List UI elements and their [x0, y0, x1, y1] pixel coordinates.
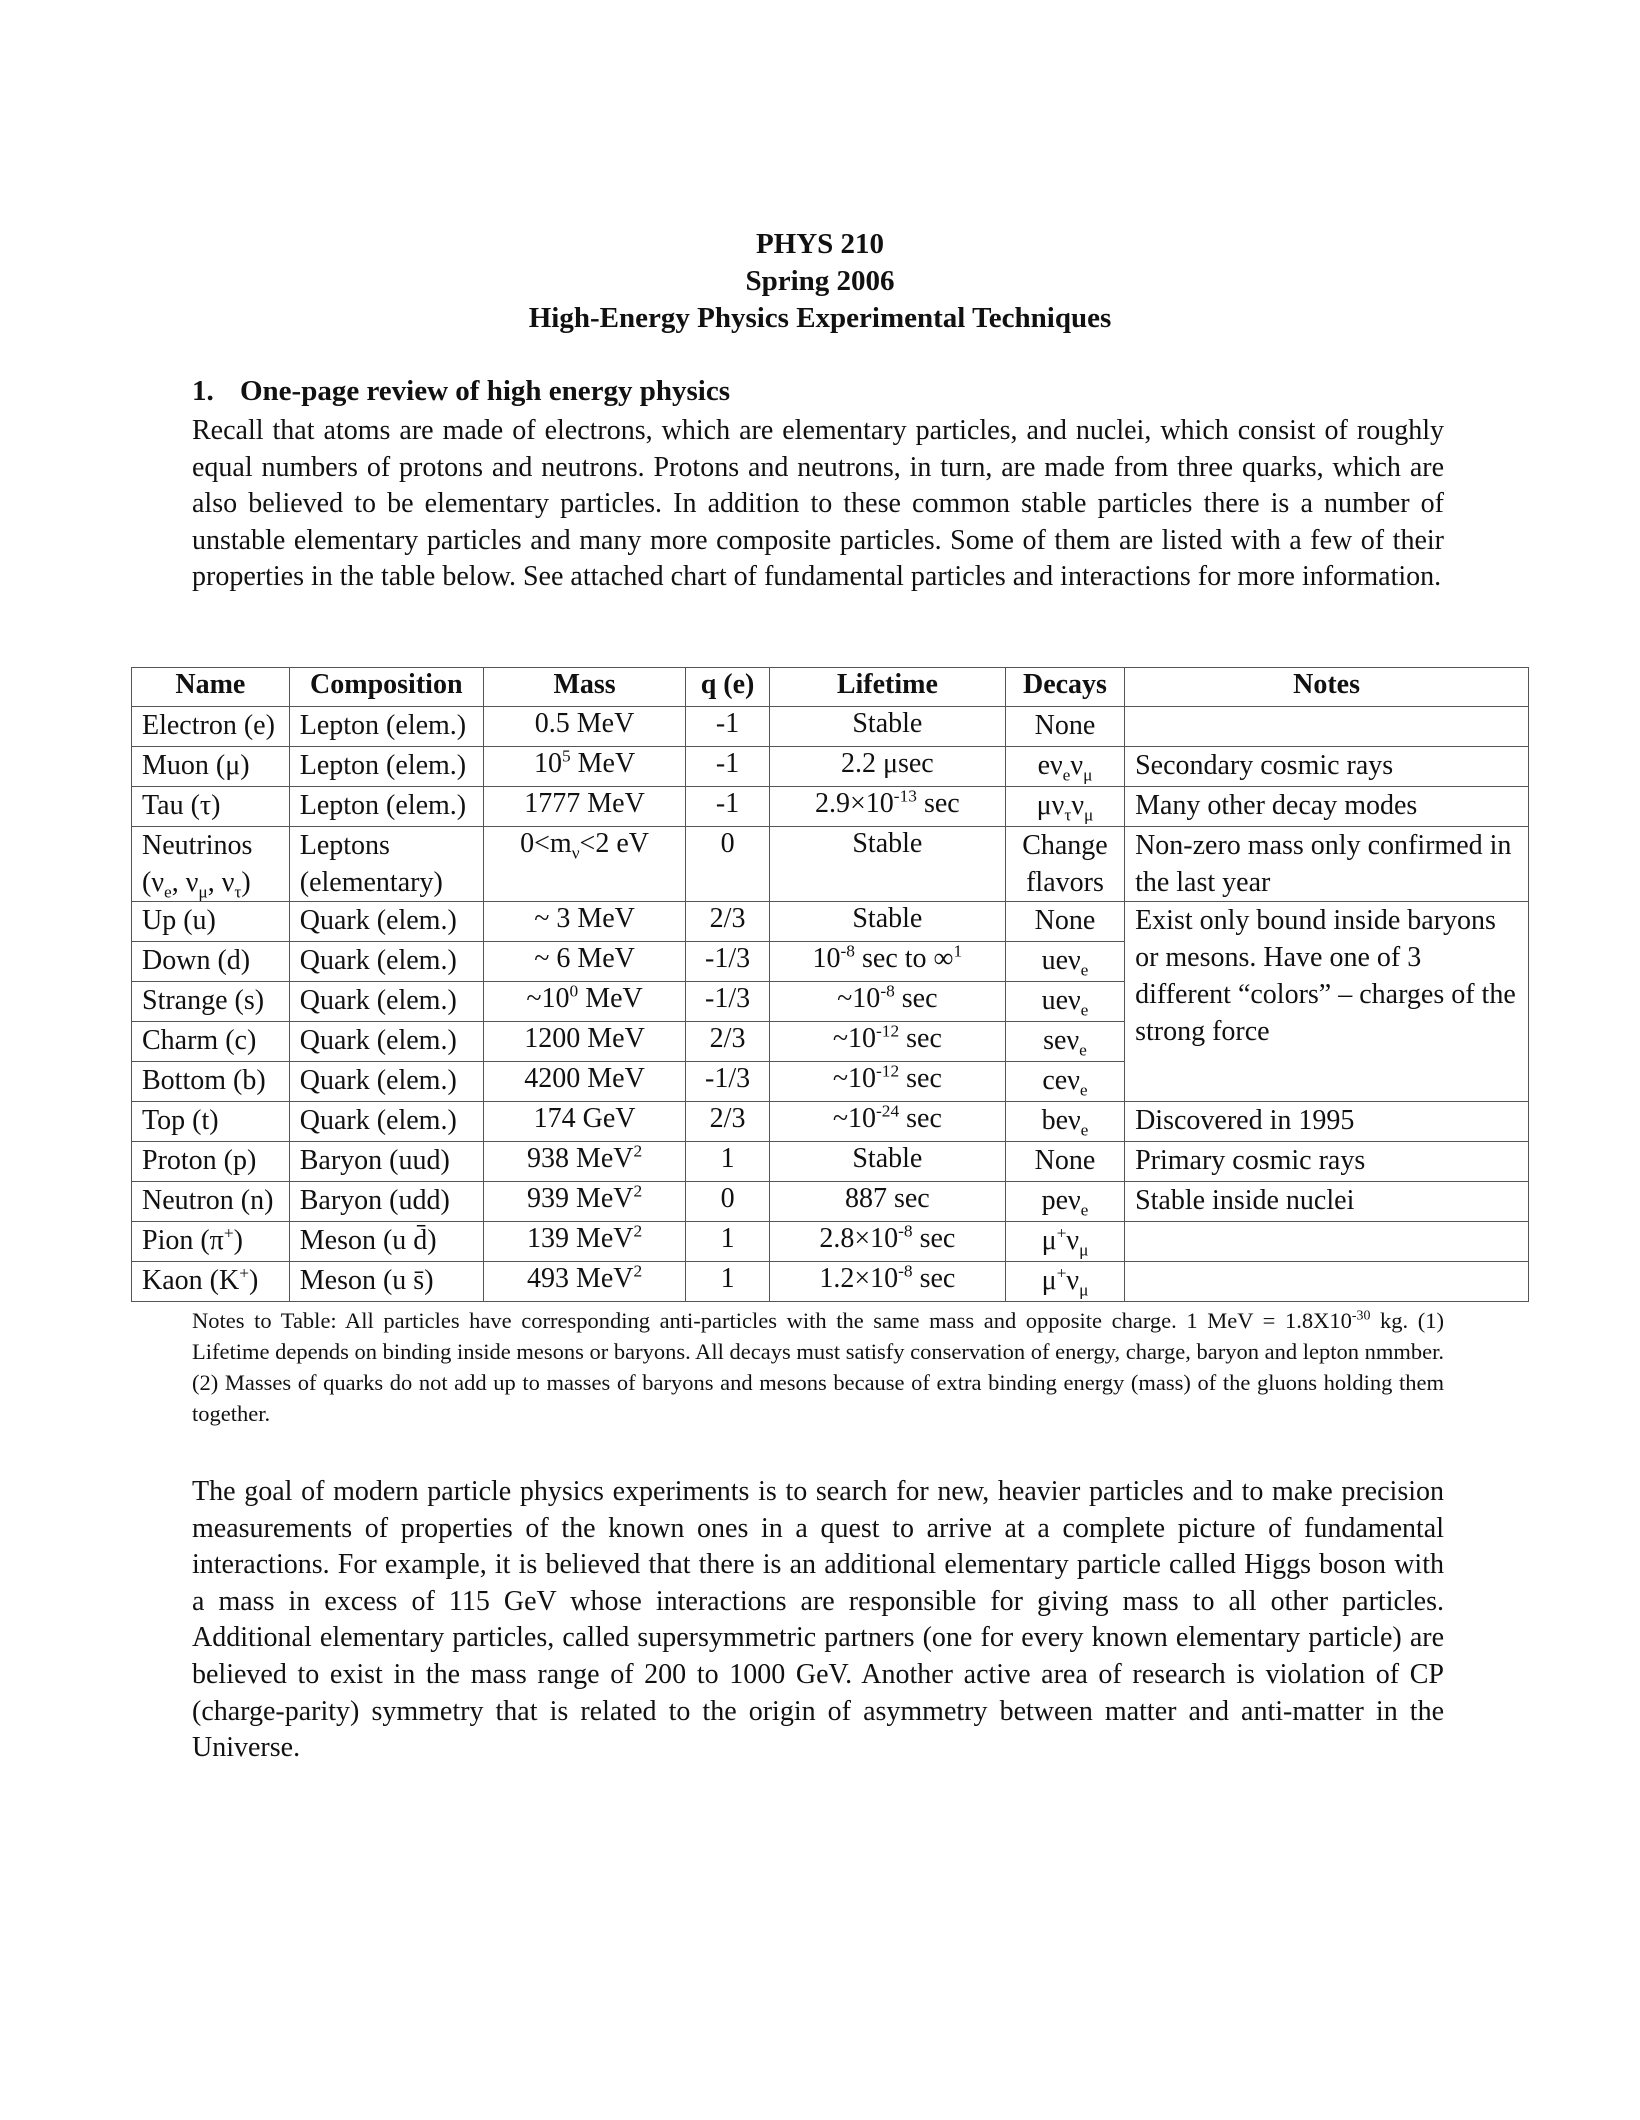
cell-comp: Quark (elem.) — [289, 942, 483, 982]
table-row — [132, 902, 1529, 942]
cell-name: Charm (c) — [132, 1022, 290, 1062]
cell-comp: Meson (u d̄) — [289, 1222, 483, 1262]
cell-name: Down (d) — [132, 942, 290, 982]
section-title: One-page review of high energy physics — [240, 375, 731, 407]
cell-name: Bottom (b) — [132, 1062, 290, 1102]
cell-q: 2/3 — [686, 902, 770, 942]
document-header — [0, 226, 1640, 337]
cell-decays: None — [1005, 1142, 1124, 1182]
cell-mass: 0.5 MeV — [483, 707, 686, 747]
cell-mass: $\sim 10^0$ MeV — [483, 982, 686, 1022]
cell-mass: ~ 6 MeV — [483, 942, 686, 982]
cell-comp: Lepton (elem.) — [289, 747, 483, 787]
cell-life: Stable — [769, 902, 1005, 942]
cell-comp: Leptons (elementary) — [289, 827, 483, 902]
cell-q: 1 — [686, 1222, 770, 1262]
table-body — [132, 707, 1529, 1302]
cell-life: Stable — [769, 1142, 1005, 1182]
cell-q: -1 — [686, 707, 770, 747]
section-heading — [192, 374, 1444, 408]
cell-life: $\sim 10^{-12}$ sec — [769, 1022, 1005, 1062]
cell-mass: ~ 3 MeV — [483, 902, 686, 942]
cell-q: -1/3 — [686, 982, 770, 1022]
cell-mass: $0<m_\nu<2$ eV — [483, 827, 686, 902]
cell-mass: $10^5$ MeV — [483, 747, 686, 787]
cell-notes: Stable inside nuclei — [1125, 1182, 1529, 1222]
col-header-name: Name — [132, 668, 290, 707]
cell-q: 1 — [686, 1142, 770, 1182]
cell-q: -1 — [686, 787, 770, 827]
cell-comp: Lepton (elem.) — [289, 787, 483, 827]
cell-decays: ueν$_e$ — [1005, 942, 1124, 982]
cell-comp: Lepton (elem.) — [289, 707, 483, 747]
cell-q: 0 — [686, 1182, 770, 1222]
table-row — [132, 707, 1529, 747]
table-row — [132, 1222, 1529, 1262]
cell-notes: Secondary cosmic rays — [1125, 747, 1529, 787]
cell-q: 1 — [686, 1262, 770, 1302]
cell-comp: Quark (elem.) — [289, 1062, 483, 1102]
cell-life: Stable — [769, 827, 1005, 902]
cell-comp: Quark (elem.) — [289, 902, 483, 942]
cell-mass: 1200 MeV — [483, 1022, 686, 1062]
table-row — [132, 1262, 1529, 1302]
cell-name: Neutrinos ($\nu_e$, $\nu_\mu$, $\nu_\tau$) — [132, 827, 290, 902]
section-number: 1. — [192, 375, 214, 407]
cell-name: Neutron (n) — [132, 1182, 290, 1222]
cell-name: Top (t) — [132, 1102, 290, 1142]
table-row — [132, 787, 1529, 827]
cell-mass: 1777 MeV — [483, 787, 686, 827]
cell-name: Up (u) — [132, 902, 290, 942]
cell-notes: Non-zero mass only confirmed in the last year — [1125, 827, 1529, 902]
cell-notes: Many other decay modes — [1125, 787, 1529, 827]
cell-life: 887 sec — [769, 1182, 1005, 1222]
cell-name: Muon (μ) — [132, 747, 290, 787]
table-header-row — [132, 668, 1529, 707]
cell-notes — [1125, 707, 1529, 747]
cell-decays: peν$_e$ — [1005, 1182, 1124, 1222]
cell-life: $2.8\times 10^{-8}$ sec — [769, 1222, 1005, 1262]
cell-decays: $\mu^+\nu_\mu$ — [1005, 1222, 1124, 1262]
table-row — [132, 1102, 1529, 1142]
cell-life: 2.2 μsec — [769, 747, 1005, 787]
cell-q: -1 — [686, 747, 770, 787]
cell-name: Kaon (K+) — [132, 1262, 290, 1302]
cell-q: -1/3 — [686, 1062, 770, 1102]
cell-comp: Baryon (uud) — [289, 1142, 483, 1182]
closing-paragraph: The goal of modern particle physics experiments is to search for new, heavier particles and to make precision measurements of properties of the known ones in a quest to arrive at a complete picture of fundamental interactions. For example, it is believed that there is an additional elementary particle called Higgs boson with a mass in excess of 115 GeV whose interactions are responsible for giving mass to all other particles. Additional elementary particles, called supersymmetric partners (one for every known elementary particle) are believed to exist in the mass range of 200 to 1000 GeV. Another active area of research is violation of CP (charge-parity) symmetry that is related to the origin of asymmetry between matter and anti-matter in the Universe. — [192, 1476, 1444, 1764]
cell-decays: None — [1005, 707, 1124, 747]
col-header-notes: Notes — [1125, 668, 1529, 707]
table-row — [132, 747, 1529, 787]
cell-comp: Meson (u s̄) — [289, 1262, 483, 1302]
cell-decays: $\mu^+\nu_\mu$ — [1005, 1262, 1124, 1302]
course-code: PHYS 210 — [755, 228, 885, 260]
particle-table — [131, 667, 1529, 1302]
table-row — [132, 1182, 1529, 1222]
cell-decays: None — [1005, 902, 1124, 942]
table-footnote: Notes to Table: All particles have corresponding anti-particles with the same mass and opposite charge. 1 MeV = $1.8X10^{-30}$ kg. (1) Lifetime depends on binding inside mesons or baryons. All decays must satisfy conservation of energy, charge, baryon and lepton nmmber. (2) Masses of quarks do not add up to masses of baryons and mesons because of extra binding energy (mass) of the gluons holding them together. — [192, 1308, 1444, 1426]
cell-q: 0 — [686, 827, 770, 902]
cell-life: $1.2\times 10^{-8}$ sec — [769, 1262, 1005, 1302]
cell-comp: Quark (elem.) — [289, 1022, 483, 1062]
cell-life: Stable — [769, 707, 1005, 747]
cell-decays: beν$_e$ — [1005, 1102, 1124, 1142]
col-header-decays: Decays — [1005, 668, 1124, 707]
col-header-mass: Mass — [483, 668, 686, 707]
cell-q: -1/3 — [686, 942, 770, 982]
table-row — [132, 827, 1529, 902]
cell-comp: Baryon (udd) — [289, 1182, 483, 1222]
cell-life: $10^{-8}$ sec to ∞$^1$ — [769, 942, 1005, 982]
cell-decays: Change flavors — [1005, 827, 1124, 902]
cell-notes — [1125, 1262, 1529, 1302]
intro-paragraph: Recall that atoms are made of electrons, which are elementary particles, and nuclei, which consist of roughly equal numbers of protons and neutrons. Protons and neutrons, in turn, are made from three quarks, which are also believed to be elementary particles. In addition to these common stable particles there is a number of unstable elementary particles and many more composite particles. Some of them are listed with a few of their properties in the table below. See attached chart of fundamental particles and interactions for more information. — [192, 415, 1444, 593]
document-title: High-Energy Physics Experimental Techniques — [528, 302, 1112, 334]
cell-name: Tau (τ) — [132, 787, 290, 827]
col-header-composition: Composition — [289, 668, 483, 707]
cell-decays: ceν$_e$ — [1005, 1062, 1124, 1102]
cell-decays: $\mu\nu_\tau\nu_\mu$ — [1005, 787, 1124, 827]
cell-q: 2/3 — [686, 1022, 770, 1062]
cell-notes: Primary cosmic rays — [1125, 1142, 1529, 1182]
cell-notes: Discovered in 1995 — [1125, 1102, 1529, 1142]
cell-decays: $e\nu_e\nu_\mu$ — [1005, 747, 1124, 787]
col-header-lifetime: Lifetime — [769, 668, 1005, 707]
col-header-charge: q (e) — [686, 668, 770, 707]
cell-q: 2/3 — [686, 1102, 770, 1142]
cell-mass: 939 MeV$^2$ — [483, 1182, 686, 1222]
cell-life: $2.9\times 10^{-13}$ sec — [769, 787, 1005, 827]
cell-mass: 174 GeV — [483, 1102, 686, 1142]
cell-mass: 4200 MeV — [483, 1062, 686, 1102]
cell-life: $\sim 10^{-8}$ sec — [769, 982, 1005, 1022]
cell-mass: 139 MeV$^2$ — [483, 1222, 686, 1262]
cell-notes: Exist only bound inside baryons or mesons. Have one of 3 different “colors” – charges of the strong force — [1125, 902, 1529, 1102]
cell-mass: 493 MeV$^2$ — [483, 1262, 686, 1302]
cell-decays: ueν$_e$ — [1005, 982, 1124, 1022]
cell-life: $\sim 10^{-24}$ sec — [769, 1102, 1005, 1142]
cell-life: $\sim 10^{-12}$ sec — [769, 1062, 1005, 1102]
cell-name: Electron (e) — [132, 707, 290, 747]
cell-comp: Quark (elem.) — [289, 1102, 483, 1142]
cell-decays: seν$_e$ — [1005, 1022, 1124, 1062]
table-row — [132, 1142, 1529, 1182]
cell-comp: Quark (elem.) — [289, 982, 483, 1022]
cell-name: Pion (π+) — [132, 1222, 290, 1262]
cell-name: Proton (p) — [132, 1142, 290, 1182]
cell-notes — [1125, 1222, 1529, 1262]
term: Spring 2006 — [745, 265, 895, 297]
cell-mass: 938 MeV$^2$ — [483, 1142, 686, 1182]
cell-name: Strange (s) — [132, 982, 290, 1022]
